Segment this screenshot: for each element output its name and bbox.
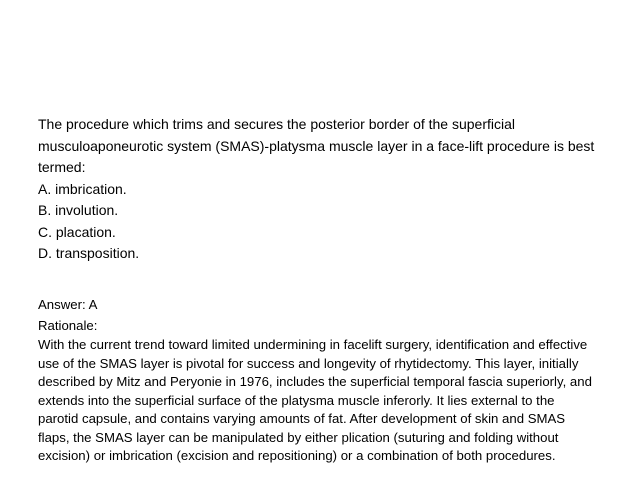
rationale-heading: Rationale: xyxy=(38,318,98,333)
question-stem-tail: termed: xyxy=(38,159,86,175)
answer-line: Answer: A xyxy=(38,297,98,312)
option-b: B. involution. xyxy=(38,202,119,218)
question-block xyxy=(38,114,598,265)
option-a: A. imbrication. xyxy=(38,180,127,197)
option-d: D. transposition. xyxy=(38,245,140,261)
rationale-text: With the current trend toward limited undermining in facelift surgery, identification and effective use of the SMAS layer is pivotal for success and longevity of rhytidectomy. This layer, initially described by Mitz and Peryonie in 1976, includes the superficial temporal fascia superiorly, and extends into the superficial surface of the platysma muscle inferorly. It lies external to the parotid capsule, and contains varying amounts of fat. After development of skin and SMAS flaps, the SMAS layer can be manipulated by either plication (suturing and folding without excision) or imbrication (excision and repositioning) or a combination of both procedures. xyxy=(38,337,592,463)
question-stem: The procedure which trims and secures the posterior border of the superficial musculoaponeurotic system (SMAS)-platysma muscle layer in a face-lift procedure is best xyxy=(38,116,595,154)
answer-block xyxy=(38,294,598,466)
option-c: C. placation. xyxy=(38,223,116,240)
